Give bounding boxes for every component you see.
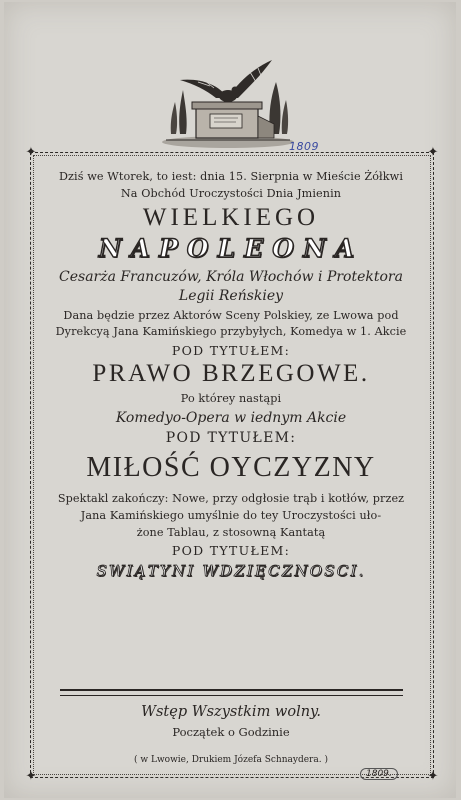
direction-line: Dyrekcyą Jana Kamińskiego przybyłych, Komedya w 1. Akcie [55,325,407,338]
cantata-title: SWIĄTYNI WDZIĘCZNOSCI. [96,562,366,580]
headline-napoleona: NAPOLEONA [98,234,364,263]
opera-line: Komedyo-Opera w iednym Akcie [115,410,347,426]
performers-line: Dana będzie przez Aktorów Sceny Polskiey, ze Lwowa pod [63,309,399,322]
divider-rule [60,689,403,696]
corner-ornament-icon: ✦ [427,145,439,160]
handwritten-year-bottom: 1809. [360,768,398,780]
corner-ornament-icon: ✦ [25,145,37,160]
legion-line: Legii Reńskiey [178,288,284,304]
headline-wielkiego: WIELKIEGO [142,204,320,231]
titles-line: Cesarża Francuzów, Króla Włochów i Protektora [59,269,403,285]
eagle-monument-vignette [158,38,298,150]
pod-tytulem-1: POD TYTUŁEM: [171,343,291,358]
finale-line-1: Spektakl zakończy: Nowe, przy odgłosie trąb i kotłów, przez [57,492,405,505]
corner-ornament-icon: ✦ [427,769,439,784]
admission-line: Wstęp Wszystkim wolny. [141,704,321,720]
finale-line-3: żone Tablau, z stosowną Kantatą [136,526,326,539]
start-time-line: Początek o Godzinie [172,725,290,739]
date-line: Dziś we Wtorek, to iest: dnia 15. Sierpnia w Mieście Żółkwi [58,170,404,183]
poster-text [38,170,424,580]
occasion-line: Na Obchód Uroczystości Dnia Jmienin [120,187,342,200]
corner-ornament-icon: ✦ [25,769,37,784]
printer-imprint: ( w Lwowie, Drukiem Józefa Schnaydera. ) [134,755,328,765]
play-title-prawo: PRAWO BRZEGOWE. [92,360,370,387]
pod-tytulem-3: POD TYTUŁEM: [171,543,291,558]
pod-tytulem-2: POD TYTUŁEM: [165,430,297,446]
handwritten-year-top: 1809 [289,140,319,153]
followed-by-line: Po którey nastąpi [180,392,282,405]
finale-line-2: Jana Kamińskiego umyślnie do tey Uroczystości uło- [80,509,382,522]
play-title-milosc: MIŁOŚĆ OYCZYZNY [86,452,376,483]
